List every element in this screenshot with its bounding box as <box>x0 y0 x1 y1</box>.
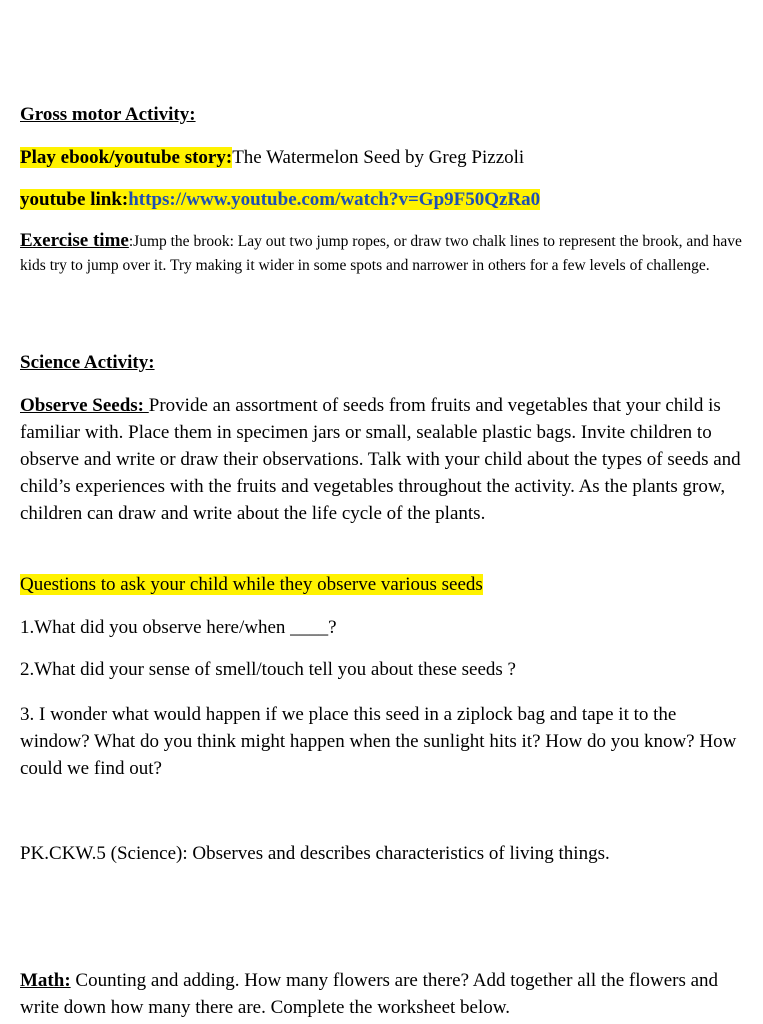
question-2: 2.What did your sense of smell/touch tell you about these seeds ? <box>20 659 516 680</box>
math-label: Math: <box>20 970 71 991</box>
youtube-link-line <box>20 186 745 213</box>
questions-heading: Questions to ask your child while they observe various seeds <box>20 574 483 595</box>
observe-seeds-paragraph <box>20 392 745 527</box>
youtube-link-label: youtube link: <box>20 189 129 210</box>
play-story-label: Play ebook/youtube story: <box>20 147 233 168</box>
question-1: 1.What did you observe here/when ____? <box>20 617 337 638</box>
science-standard: PK.CKW.5 (Science): Observes and describes characteristics of living things. <box>20 843 610 864</box>
exercise-paragraph <box>20 229 745 278</box>
play-story-line <box>20 144 745 171</box>
exercise-text: :Jump the brook: Lay out two jump ropes, or draw two chalk lines to represent the brook, and have kids try to jump over it. Try making it wider in some spots and narrower in others for a few levels of challenge. <box>20 233 742 274</box>
question-3: 3. I wonder what would happen if we place this seed in a ziplock bag and tape it to the window? What do you think might happen when the sunlight hits it? How do you know? How could we find out? <box>20 704 737 779</box>
math-text: Counting and adding. How many flowers are there? Add together all the flowers and write down how many there are. Complete the worksheet below. <box>20 970 719 1018</box>
observe-seeds-text: Provide an assortment of seeds from fruits and vegetables that your child is familiar with. Place them in specimen jars or small, sealable plastic bags. Invite children to observe and write or draw their observations. Talk with your child about the types of seeds and child’s experiences with the fruits and vegetables throughout the activity. As the plants grow, children can draw and write about the life cycle of the plants. <box>20 395 741 524</box>
math-paragraph <box>20 967 745 1021</box>
play-story-title: The Watermelon Seed by Greg Pizzoli <box>232 147 525 168</box>
gross-motor-heading: Gross motor Activity: <box>20 104 196 125</box>
exercise-label: Exercise time <box>20 230 129 251</box>
science-heading: Science Activity: <box>20 352 155 373</box>
observe-seeds-label: Observe Seeds: <box>20 395 149 416</box>
youtube-link[interactable]: https://www.youtube.com/watch?v=Gp9F50QzRa0 <box>128 189 541 210</box>
